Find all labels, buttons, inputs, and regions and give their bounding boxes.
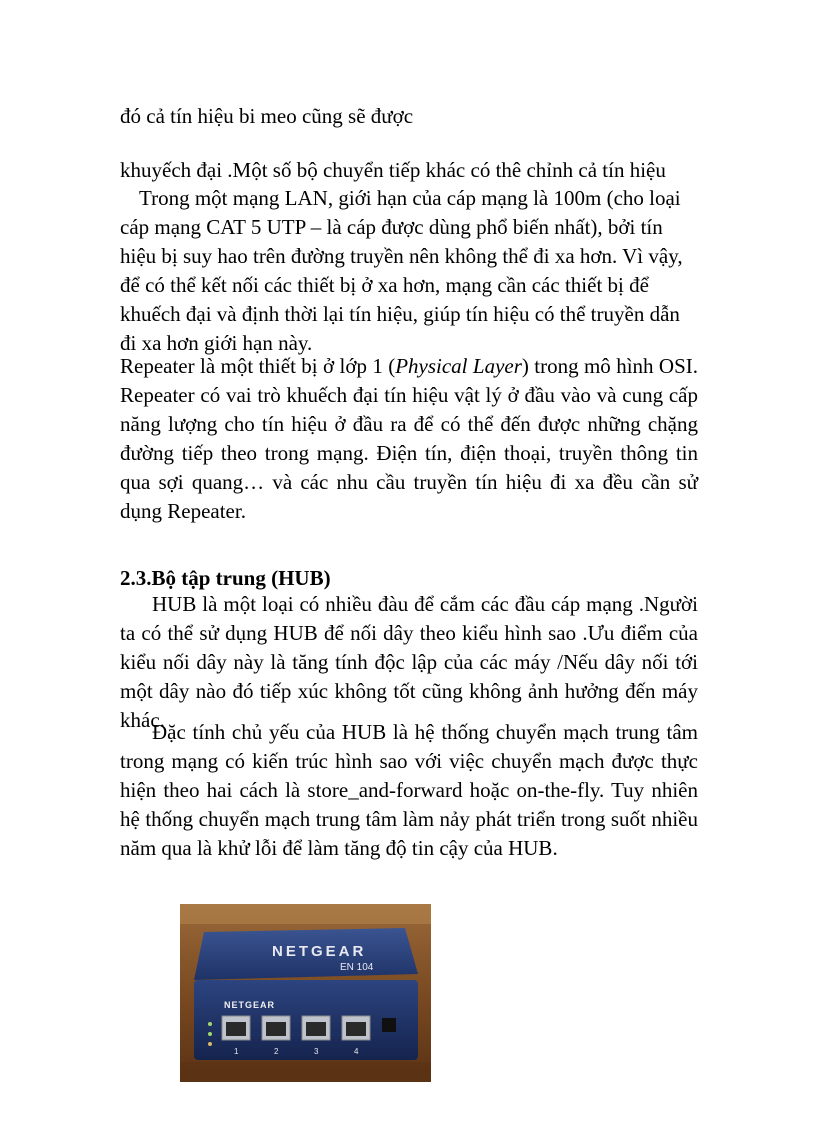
paragraph-hub-intro: HUB là một loại có nhiều đàu để cắm các đầu cáp mạng .Người ta có thể sử dụng HUB để nối dây theo kiểu hình sao .Ưu điểm của kiểu nối dây này là tăng tính độc lập của các máy /Nếu dây nối tới một dây nào đó tiếp xúc không tốt cũng không ảnh hưởng đến máy khác. <box>120 592 698 732</box>
port-number: 2 <box>274 1047 279 1056</box>
brand-top: NETGEAR <box>272 943 367 960</box>
brand-front: NETGEAR <box>224 1000 276 1010</box>
port-number: 4 <box>354 1047 359 1056</box>
paragraph-hub-features: Đặc tính chủ yếu của HUB là hệ thống chuyển mạch trung tâm trong mạng có kiến trúc hình sao với việc chuyển mạch được thực hiện theo hai cách là store_and-forward hoặc on-the-fly. Tuy nhiên hệ thống chuyển mạch trung tâm làm nảy phát triển trong suốt nhiều năm qua là khử lỗi để làm tăng độ tin cậy của HUB. <box>120 720 698 860</box>
port-number: 1 <box>234 1047 239 1056</box>
port-number: 3 <box>314 1047 319 1056</box>
repeater-text-start: Repeater là một thiết bị ở lớp 1 ( <box>120 354 396 378</box>
repeater-text-end: ) trong mô hình OSI. Repeater có vai trò khuếch đại tín hiệu vật lý ở đầu vào và cung cấp năng lượng cho tín hiệu ở đầu ra để có thể đến được những chặng đường tiếp theo trong mạng. Điện tín, điện thoại, truyền thông tin qua sợi quang… và các nhu cầu truyền tín hiệu đi xa đều cần sử dụng Repeater. <box>120 354 698 523</box>
hub-photo <box>180 904 431 1082</box>
text-line: khuyếch đại .Một số bộ chuyển tiếp khác có thê chỉnh cả tín hiệu <box>120 158 666 182</box>
text-line: đó cả tín hiệu bi meo cũng sẽ được <box>120 104 414 128</box>
paragraph-lan: Trong một mạng LAN, giới hạn của cáp mạng là 100m (cho loại cáp mạng CAT 5 UTP – là cáp được dùng phổ biến nhất), bởi tín hiệu bị suy hao trên đường truyền nên không thể đi xa hơn. Vì vậy, để có thể kết nối các thiết bị ở xa hơn, mạng cần các thiết bị để khuếch đại và định thời lại tín hiệu, giúp tín hiệu có thể truyền dẫn đi xa hơn giới hạn này. <box>120 186 683 355</box>
physical-layer-term: Physical Layer <box>395 354 522 378</box>
model-label: EN 104 <box>340 962 374 973</box>
uplink-button <box>382 1018 396 1032</box>
paragraph-repeater <box>120 352 698 526</box>
section-heading: 2.3.Bộ tập trung (HUB) <box>120 566 331 590</box>
